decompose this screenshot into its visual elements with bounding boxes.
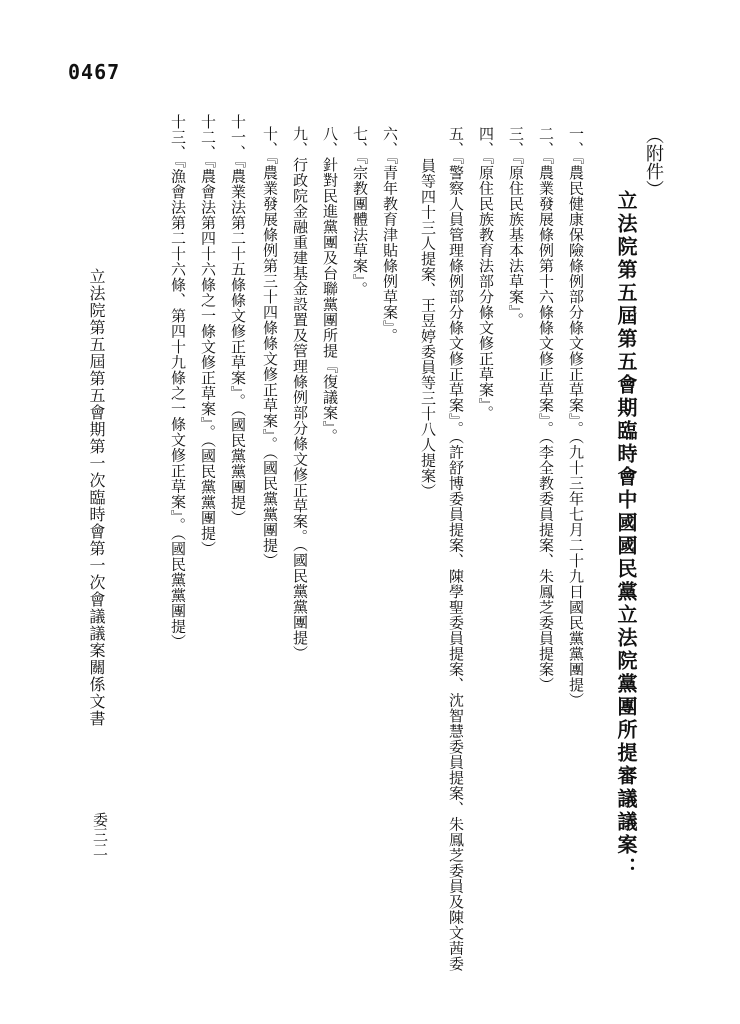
agenda-item-11: 十一、『農業法第二十五條條文修正草案』。（國民黨黨團提）	[229, 114, 247, 526]
agenda-item-3: 三、『原住民族基本法草案』。	[507, 126, 525, 328]
document-heading: 立法院第五屆第五會期臨時會中國國民黨立法院黨團所提審議議案：	[614, 190, 638, 880]
agenda-item-10: 十、『農業發展條例第三十四條條文修正草案』。（國民黨黨團提）	[261, 126, 279, 569]
agenda-item-7: 七、『宗教團體法草案』。	[351, 126, 369, 297]
agenda-item-6: 六、『青年教育津貼條例草案』。	[381, 126, 399, 344]
agenda-item-13: 十三、『漁會法第二十六條、第四十九條之一條文修正草案』。（國民黨黨團提）	[169, 114, 187, 650]
agenda-item-1: 一、『農民健康保險條例部分條文修正草案』。（九十三年七月二十九日國民黨黨團提）	[567, 126, 585, 708]
agenda-item-8: 八、針對民進黨團及台聯黨團所提『復議案』。	[321, 126, 339, 444]
agenda-item-2: 二、『農業發展條例第十六條條文修正草案』。（李全教委員提案、朱鳳芝委員提案）	[537, 126, 555, 693]
attachment-label: （附件）	[643, 126, 664, 198]
page-number: 0467	[68, 60, 121, 84]
agenda-item-5: 五、『警察人員管理條例部分條文修正草案』。（許舒博委員提案、陳學聖委員提案、沈智慧委員提案、朱鳳芝委員及陳文茜委	[447, 126, 465, 972]
document-footer: 立法院第五屆第五會期第一次臨時會第一次會議議案關係文書	[87, 268, 106, 727]
agenda-item-9: 九、行政院金融重建基金設置及管理條例部分條文修正草案。（國民黨黨團提）	[291, 126, 309, 661]
agenda-item-5-continued: 員等四十三人提案、王昱婷委員等三十八人提案）	[419, 158, 437, 499]
agenda-item-4: 四、『原住民族教育法部分條文修正草案』。	[477, 126, 495, 421]
folio-number: 委三二	[91, 812, 109, 857]
agenda-item-12: 十二、『農會法第四十六條之一條文修正草案』。（國民黨黨團提）	[199, 114, 217, 557]
